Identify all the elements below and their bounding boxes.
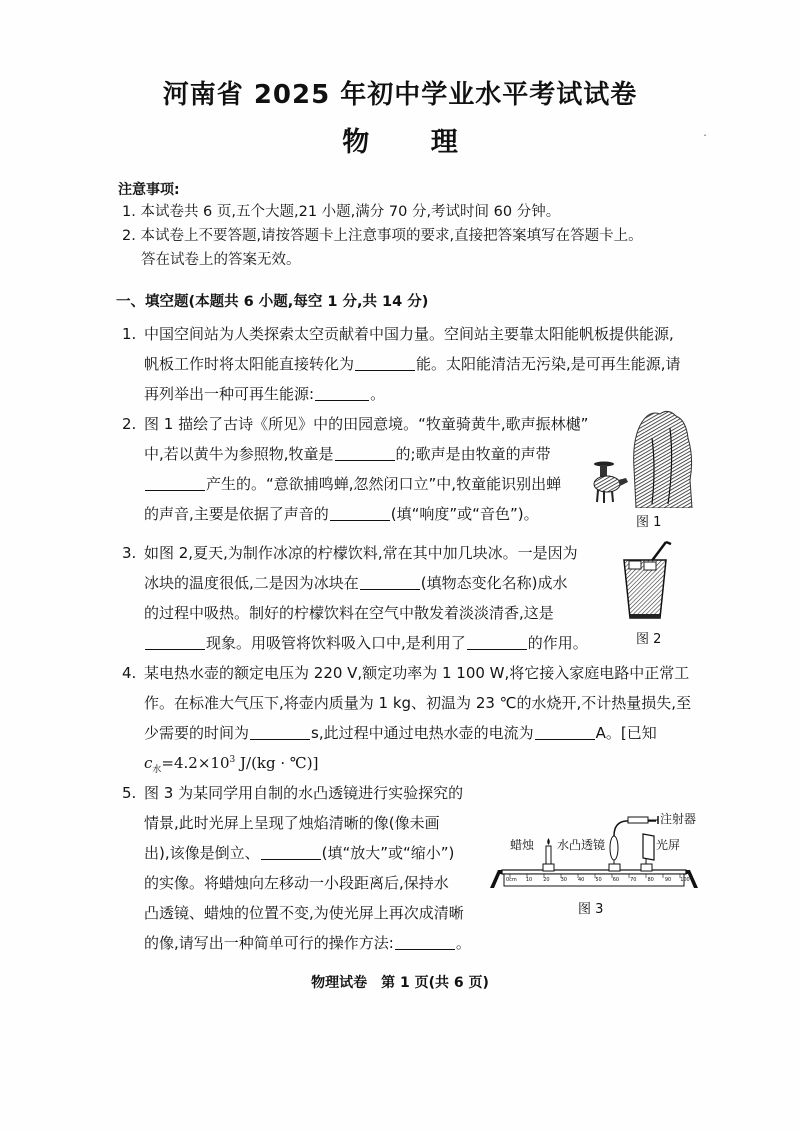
figure-3-label-candle: 蜡烛 — [510, 838, 535, 852]
answer-blank[interactable] — [250, 724, 310, 740]
page-footer: 物理试卷 第 1 页(共 6 页) — [311, 975, 489, 991]
q3-line-1: 3. 如图 2,夏天,为制作冰凉的柠檬饮料,常在其中加几块冰。一是因为 — [122, 544, 578, 562]
notice-item-2: 2. 本试卷上不要答题,请按答题卡上注意事项的要求,直接把答案填写在答题卡上。 — [122, 228, 643, 244]
figure-1-illustration — [590, 408, 695, 508]
q2-line-1: 2. 图 1 描绘了古诗《所见》中的田园意境。“牧童骑黄牛,歌声振林樾” — [122, 415, 589, 433]
q2-line-3: 产生的。“意欲捕鸣蝉,忽然闭口立”中,牧童能识别出蝉 — [144, 474, 561, 494]
q5-line-4: 的实像。将蜡烛向左移动一小段距离后,保持水 — [144, 874, 449, 892]
notice-item-2-cont: 答在试卷上的答案无效。 — [141, 252, 301, 268]
q5-line-6: 的像,请写出一种简单可行的操作方法: 。 — [144, 934, 471, 952]
notice-heading: 注意事项: — [118, 182, 180, 198]
q5-line-5: 凸透镜、蜡烛的位置不变,为使光屏上再次成清晰 — [144, 904, 464, 922]
answer-blank[interactable] — [145, 634, 205, 650]
subject-char-2: 理 — [430, 127, 458, 158]
exam-title: 河南省 2025 年初中学业水平考试试卷 — [162, 80, 638, 110]
q2-line-2: 中,若以黄牛为参照物,牧童是 的;歌声是由牧童的声带 — [144, 445, 551, 463]
answer-blank[interactable] — [360, 574, 420, 590]
answer-blank[interactable] — [330, 505, 390, 521]
section-heading: 一、填空题(本题共 6 小题,每空 1 分,共 14 分) — [116, 294, 429, 310]
q5-line-1: 5. 图 3 为某同学用自制的水凸透镜进行实验探究的 — [122, 784, 464, 802]
q5-line-3: 出),该像是倒立、 (填“放大”或“缩小”) — [144, 844, 455, 862]
q1-line-3: 再列举出一种可再生能源: 。 — [144, 385, 386, 403]
figure-1-caption: 图 1 — [636, 515, 662, 530]
subject-title — [0, 120, 800, 159]
q1-line-2: 帆板工作时将太阳能直接转化为 能。太阳能清洁无污染,是可再生能源,请 — [144, 355, 681, 373]
figure-3-label-lens: 水凸透镜 — [557, 838, 606, 852]
figure-2-glass-illustration — [618, 540, 674, 622]
answer-blank[interactable] — [395, 934, 455, 950]
q3-line-4: 现象。用吸管将饮料吸入口中,是利用了 的作用。 — [144, 633, 588, 653]
q4-line-1: 4. 某电热水壶的额定电压为 220 V,额定功率为 1 100 W,将它接入家庭电路中正常工 — [122, 664, 690, 682]
answer-blank[interactable] — [315, 385, 369, 401]
q4-line-3: 少需要的时间为 s,此过程中通过电热水壶的电流为 A。[已知 — [144, 724, 657, 742]
figure-3-ruler-ticks: 0cm 10 20 30 40 50 60 70 80 90 100 — [506, 877, 690, 883]
figure-3-label-syringe: 注射器 — [660, 812, 697, 826]
q4-line-2: 作。在标准大气压下,将壶内质量为 1 kg、初温为 23 ℃的水烧开,不计热量损失,至 — [144, 694, 692, 712]
answer-blank[interactable] — [261, 844, 321, 860]
subject-char-1: 物 — [342, 127, 370, 158]
answer-blank[interactable] — [467, 634, 527, 650]
answer-blank[interactable] — [535, 724, 595, 740]
q3-line-3: 的过程中吸热。制好的柠檬饮料在空气中散发着淡淡清香,这是 — [144, 604, 554, 622]
corner-mark: ˇ — [703, 134, 707, 143]
q2-line-4: 的声音,主要是依据了声音的 (填“响度”或“音色”)。 — [144, 505, 539, 523]
q5-line-2: 情景,此时光屏上呈现了烛焰清晰的像(像未画 — [144, 814, 440, 832]
answer-blank[interactable] — [355, 355, 415, 371]
q3-line-2: 冰块的温度很低,二是因为冰块在 (填物态变化名称)成水 — [144, 574, 568, 592]
figure-3-label-screen: 光屏 — [656, 838, 681, 852]
figure-2-caption: 图 2 — [636, 632, 662, 647]
q4-line-4-formula: $c_水=4.2\times 10^3$ J/(kg · ℃)] — [144, 754, 319, 775]
notice-item-1: 1. 本试卷共 6 页,五个大题,21 小题,满分 70 分,考试时间 60 分钟。 — [122, 204, 561, 220]
answer-blank[interactable] — [335, 445, 395, 461]
figure-3-caption: 图 3 — [578, 902, 604, 917]
answer-blank[interactable] — [145, 475, 205, 491]
q1-line-1: 1. 中国空间站为人类探索太空贡献着中国力量。空间站主要靠太阳能帆板提供能源, — [122, 325, 674, 343]
